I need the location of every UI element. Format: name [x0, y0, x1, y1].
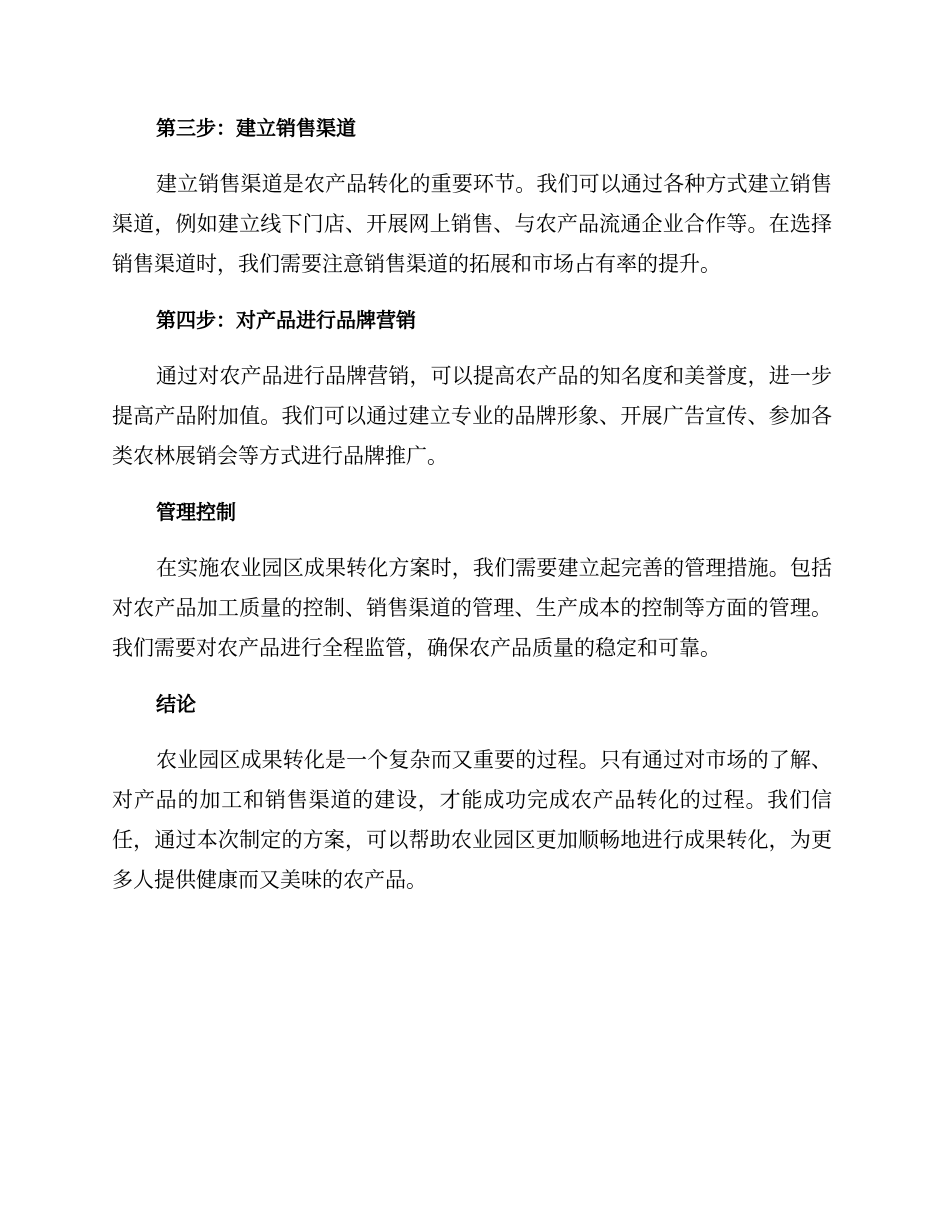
section-management-control — [112, 492, 832, 668]
section-heading: 管理控制 — [156, 500, 236, 524]
section-conclusion — [112, 684, 832, 900]
section-paragraph: 农业园区成果转化是一个复杂而又重要的过程。只有通过对市场的了解、对产品的加工和销售渠道的建设，才能成功完成农产品转化的过程。我们信任，通过本次制定的方案，可以帮助农业园区更加顺畅地进行成果转化，为更多人提供健康而又美味的农产品。 — [112, 748, 832, 892]
section-paragraph: 在实施农业园区成果转化方案时，我们需要建立起完善的管理措施。包括对农产品加工质量的控制、销售渠道的管理、生产成本的控制等方面的管理。我们需要对农产品进行全程监管，确保农产品质量的稳定和可靠。 — [112, 556, 832, 660]
document-page — [112, 108, 832, 916]
section-brand-marketing — [112, 300, 832, 476]
section-heading: 结论 — [156, 692, 196, 716]
section-sales-channels — [112, 108, 832, 284]
section-heading: 第四步：对产品进行品牌营销 — [156, 308, 416, 332]
section-paragraph: 通过对农产品进行品牌营销，可以提高农产品的知名度和美誉度，进一步提高产品附加值。我们可以通过建立专业的品牌形象、开展广告宣传、参加各类农林展销会等方式进行品牌推广。 — [112, 364, 832, 468]
section-paragraph: 建立销售渠道是农产品转化的重要环节。我们可以通过各种方式建立销售渠道，例如建立线下门店、开展网上销售、与农产品流通企业合作等。在选择销售渠道时，我们需要注意销售渠道的拓展和市场占有率的提升。 — [112, 172, 832, 276]
section-heading: 第三步：建立销售渠道 — [156, 116, 356, 140]
